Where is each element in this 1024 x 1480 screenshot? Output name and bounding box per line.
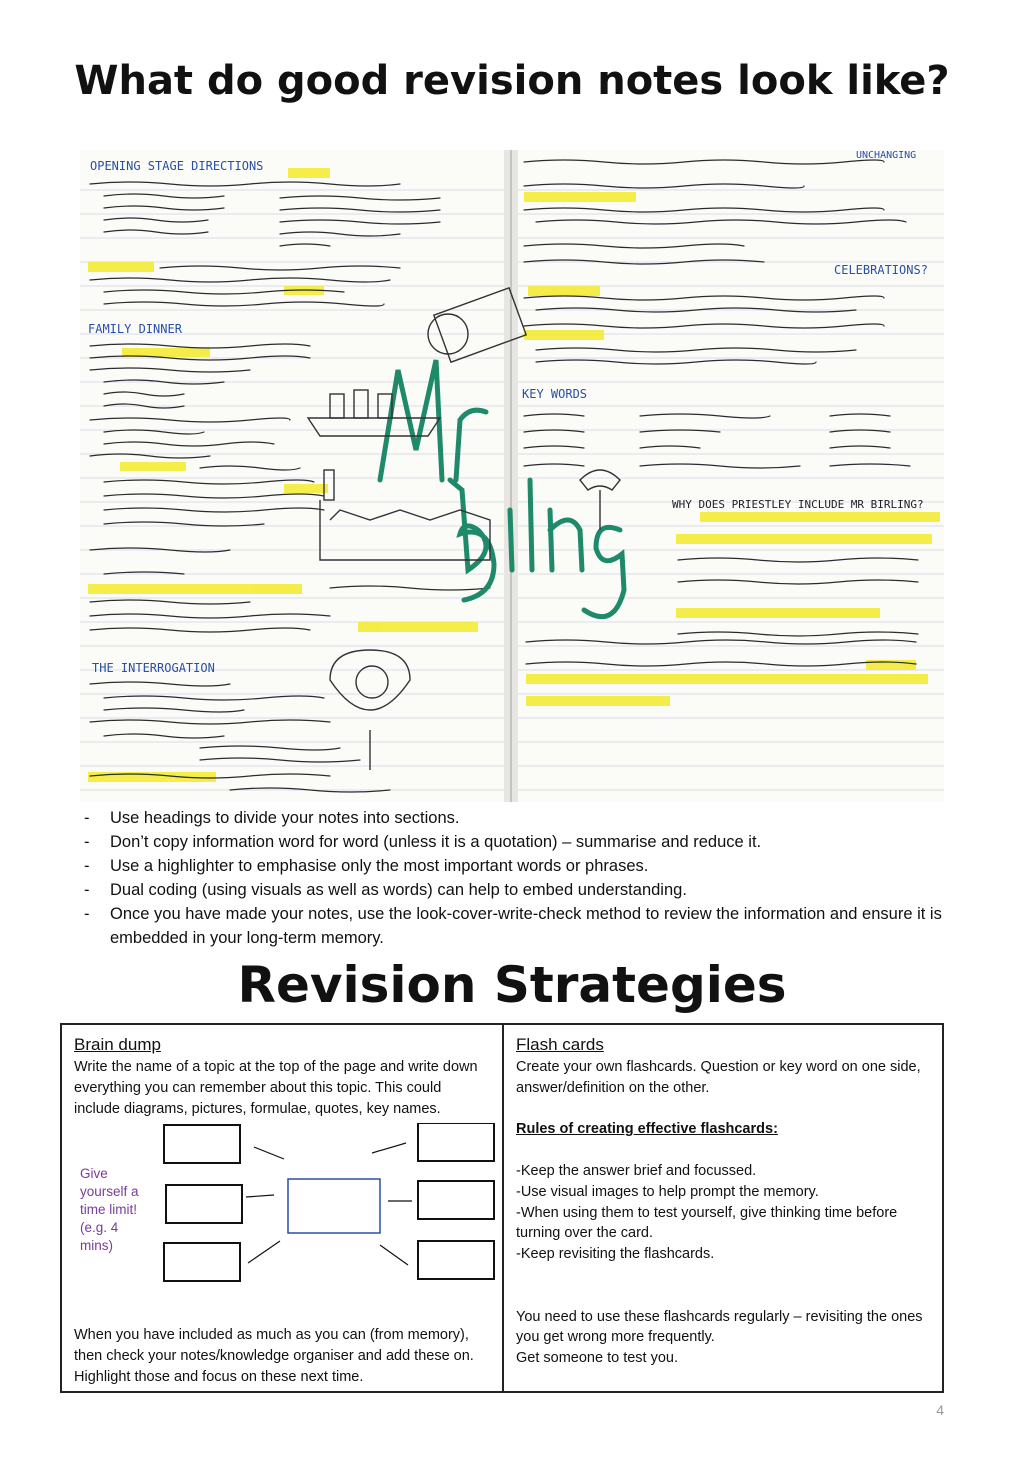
mind-map-box [164, 1125, 240, 1163]
mind-map-box [418, 1123, 494, 1161]
strategies-table [60, 1023, 944, 1393]
dash-bullet-icon: - [84, 905, 90, 923]
notes-heading-celebrations: CELEBRATIONS? [834, 263, 928, 277]
mind-map-center-box [288, 1179, 380, 1233]
list-item: - Don’t copy information word for word (unless it is a quotation) – summarise and reduce it. [84, 830, 954, 854]
page-title: What do good revision notes look like? [74, 58, 950, 104]
notes-heading-why: WHY DOES PRIESTLEY INCLUDE MR BIRLING? [672, 498, 924, 511]
dash-bullet-icon: - [84, 809, 90, 827]
revision-notes-image [80, 150, 944, 802]
flash-cards-rule: -When using them to test yourself, give thinking time before turning over the card. [516, 1204, 898, 1242]
flash-cards-rules-heading: Rules of creating effective flashcards: [516, 1121, 778, 1138]
list-item: - Use a highlighter to emphasise only the most important words or phrases. [84, 854, 954, 878]
tips-list [84, 806, 954, 950]
list-item: - Once you have made your notes, use the look-cover-write-check method to review the information and ensure it is embedded in your long-term memory. [84, 902, 954, 950]
notes-heading-interrogation: THE INTERROGATION [92, 661, 215, 675]
notes-heading-unchanging: UNCHANGING [856, 150, 917, 161]
page-number: 4 [936, 1402, 944, 1418]
dash-bullet-icon: - [84, 833, 90, 851]
brain-dump-heading: Brain dump [74, 1035, 161, 1054]
dash-bullet-icon: - [84, 857, 90, 875]
mind-map-box [164, 1243, 240, 1281]
notes-heading-opening: OPENING STAGE DIRECTIONS [90, 159, 264, 173]
list-item: - Dual coding (using visuals as well as words) can help to embed understanding. [84, 878, 954, 902]
flash-cards-heading: Flash cards [516, 1035, 604, 1054]
flash-cards-closing: You need to use these flashcards regularly – revisiting the ones you get wrong more frequently. [516, 1308, 923, 1346]
time-limit-note: Give yourself a time limit! (e.g. 4 mins) [80, 1166, 139, 1253]
mind-map-diagram [162, 1123, 502, 1283]
flash-cards-cell [504, 1025, 942, 1391]
flash-cards-closing: Get someone to test you. [516, 1350, 679, 1367]
flash-cards-rule: -Keep revisiting the flashcards. [516, 1246, 715, 1263]
dash-bullet-icon: - [84, 881, 90, 899]
mind-map-box [166, 1185, 242, 1223]
brain-dump-cell [62, 1025, 504, 1391]
flash-cards-rule: -Use visual images to help prompt the memory. [516, 1183, 819, 1200]
notes-heading-family: FAMILY DINNER [88, 322, 182, 336]
notes-heading-key-words: KEY WORDS [522, 387, 588, 401]
mind-map-box [418, 1241, 494, 1279]
list-item: - Use headings to divide your notes into sections. [84, 806, 954, 830]
mind-map-box [418, 1181, 494, 1219]
flash-cards-rule: -Keep the answer brief and focussed. [516, 1162, 757, 1179]
brain-dump-text: Write the name of a topic at the top of the page and write down everything you can remember about this topic. This could include diagrams, pictures, formulae, quotes, key names. [74, 1059, 478, 1117]
section-title: Revision Strategies [237, 956, 787, 1014]
flash-cards-text: Create your own flashcards. Question or key word on one side, answer/definition on the other. [516, 1059, 921, 1096]
brain-dump-closing: When you have included as much as you can (from memory), then check your notes/knowledge organiser and add these on. Highlight those and focus on these next time. [74, 1327, 474, 1385]
